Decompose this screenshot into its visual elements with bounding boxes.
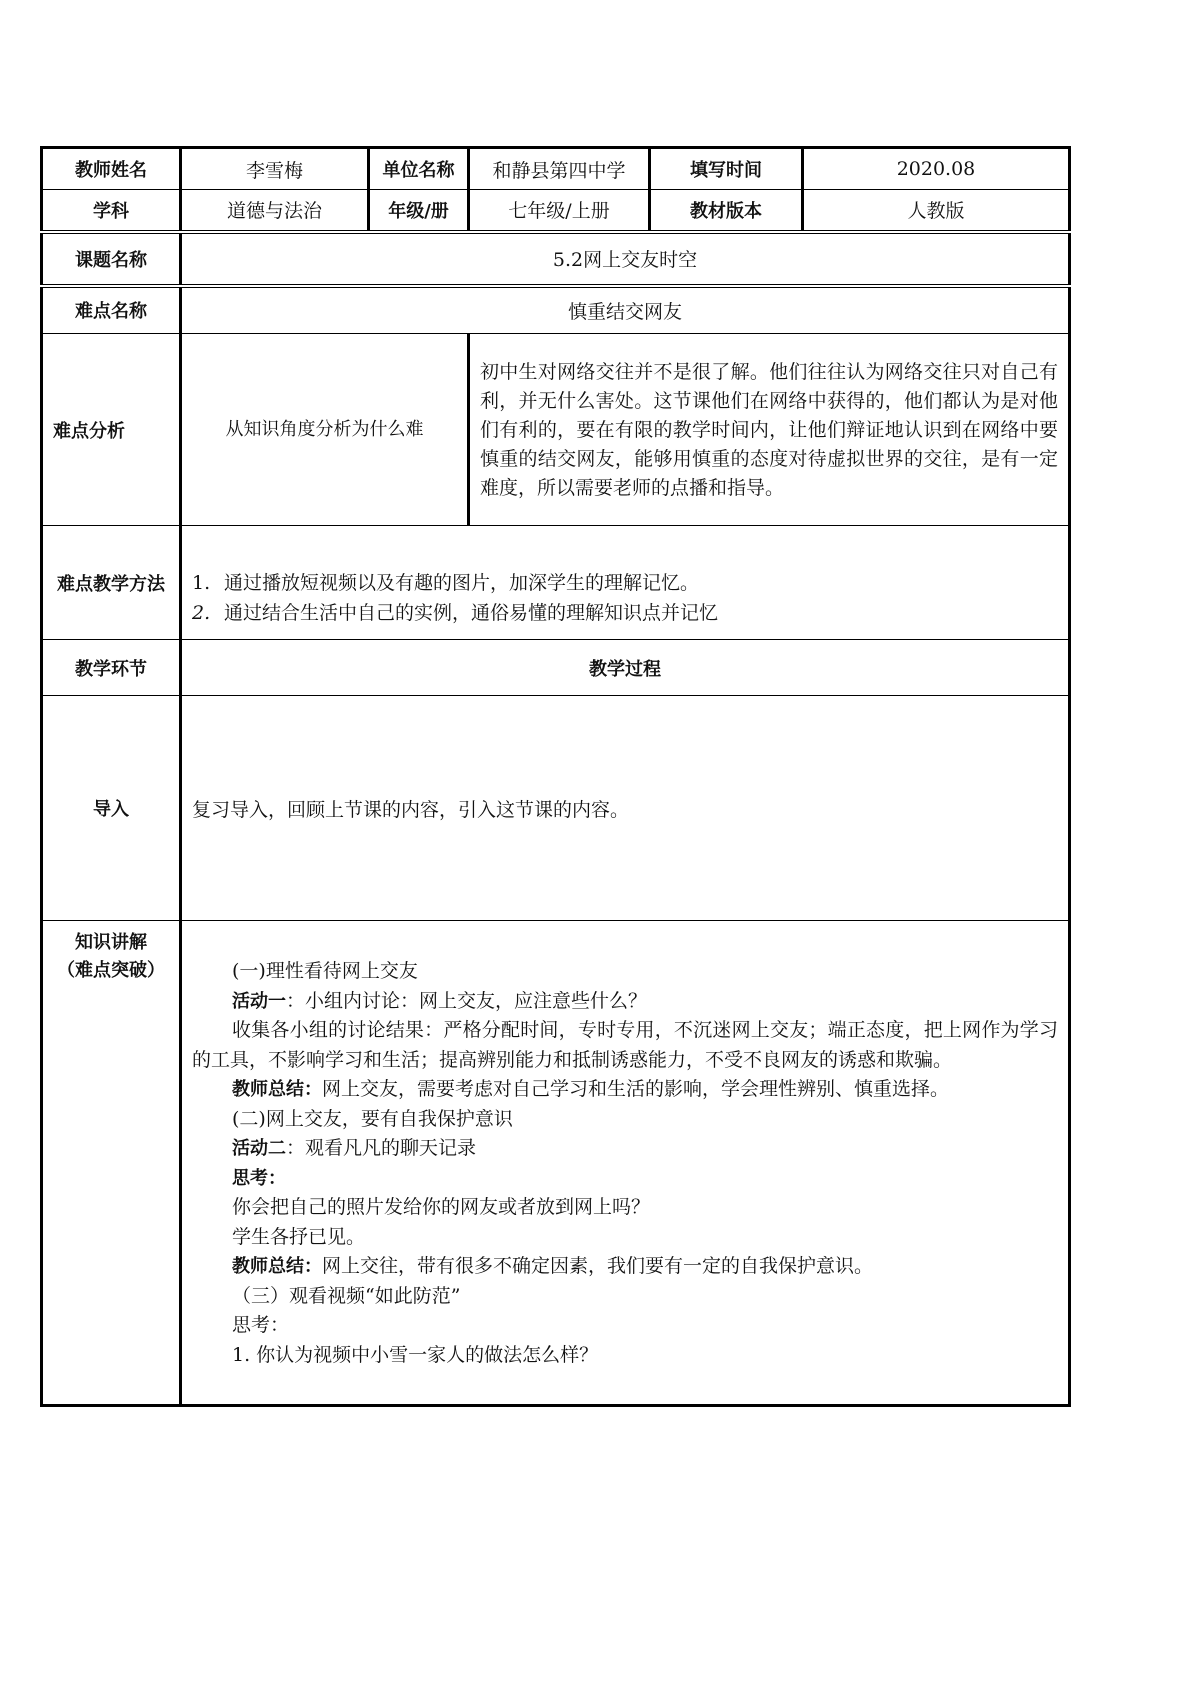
date-value: 2020.08 xyxy=(803,148,1070,190)
knowledge-line xyxy=(192,987,1058,1017)
method-item-2 xyxy=(182,598,1068,628)
intro-text: 复习导入，回顾上节课的内容，引入这节课的内容。 xyxy=(192,798,630,821)
difficulty-row xyxy=(42,286,1070,334)
method-item-text: 通过播放短视频以及有趣的图片，加深学生的理解记忆。 xyxy=(224,572,700,594)
lesson-plan-sheet xyxy=(40,146,1068,1407)
method-item-text: 通过结合生活中自己的实例，通俗易懂的理解知识点并记忆 xyxy=(224,602,719,624)
knowledge-line xyxy=(192,1193,1058,1223)
knowledge-line-text: 网上交往，带有很多不确定因素，我们要有一定的自我保护意识。 xyxy=(322,1255,874,1277)
unit-value: 和静县第四中学 xyxy=(469,148,650,190)
knowledge-line-bold: 教师总结： xyxy=(232,1256,322,1277)
knowledge-label-line1: 知识讲解 xyxy=(75,932,147,953)
topic-value: 5.2网上交友时空 xyxy=(181,232,1070,286)
analysis-label: 难点分析 xyxy=(42,334,181,526)
knowledge-line-bold: 活动一 xyxy=(232,990,286,1012)
method-item-number: 1. xyxy=(192,572,211,594)
analysis-text-cell xyxy=(469,334,1070,526)
knowledge-line-text: （三）观看视频“如此防范” xyxy=(232,1284,461,1307)
knowledge-line xyxy=(192,1282,1058,1312)
knowledge-line xyxy=(192,1223,1058,1253)
process-label: 教学过程 xyxy=(181,640,1070,696)
analysis-row xyxy=(42,334,1070,526)
lesson-plan-table xyxy=(40,146,1071,1407)
process-header-row xyxy=(42,640,1070,696)
knowledge-label-cell xyxy=(42,921,181,1406)
knowledge-line-text: ：小组内讨论：网上交友，应注意些什么？ xyxy=(286,989,648,1012)
knowledge-line-text: (一)理性看待网上交友 xyxy=(232,960,418,982)
stage-label: 教学环节 xyxy=(42,640,181,696)
date-label: 填写时间 xyxy=(650,148,803,190)
knowledge-line xyxy=(192,1311,1058,1341)
teacher-name-label: 教师姓名 xyxy=(42,148,181,190)
analysis-text: 初中生对网络交往并不是很了解。他们往往认为网络交往只对自己有利，并无什么害处。这节课他们在网络中获得的，他们都认为是对他们有利的，要在有限的教学时间内，让他们辩证地认识到在网络中要慎重的结交网友，能够用慎重的态度对待虚拟世界的交往，是有一定难度，所以需要老师的点播和指导。 xyxy=(480,361,1058,499)
knowledge-line-text: 收集各小组的讨论结果：严格分配时间，专时专用，不沉迷网上交友；端正态度，把上网作为学习的工具，不影响学习和生活；提高辨别能力和抵制诱惑能力，不受不良网友的诱惑和欺骗。 xyxy=(192,1019,1058,1071)
knowledge-line-text: 1. 你认为视频中小雪一家人的做法怎么样？ xyxy=(232,1343,599,1366)
subject-label: 学科 xyxy=(42,190,181,232)
intro-row xyxy=(42,696,1070,921)
method-item-number: 2. xyxy=(192,602,211,624)
knowledge-line-text: 网上交友，需要考虑对自己学习和生活的影响，学会理性辨别、慎重选择。 xyxy=(322,1078,950,1100)
header-row-2 xyxy=(42,190,1070,232)
intro-label: 导入 xyxy=(42,696,181,921)
knowledge-line xyxy=(192,1341,1058,1371)
knowledge-line-bold: 活动二 xyxy=(232,1138,286,1159)
knowledge-line-text: 学生各抒已见。 xyxy=(232,1225,366,1248)
method-row xyxy=(42,526,1070,640)
edition-label: 教材版本 xyxy=(650,190,803,232)
knowledge-line-text: 思考： xyxy=(232,1314,290,1336)
knowledge-line xyxy=(192,1075,1058,1105)
subject-value: 道德与法治 xyxy=(181,190,369,232)
unit-label: 单位名称 xyxy=(369,148,469,190)
method-label: 难点教学方法 xyxy=(42,526,181,640)
analysis-angle: 从知识角度分析为什么难 xyxy=(225,419,424,440)
knowledge-line xyxy=(192,1252,1058,1282)
analysis-angle-cell xyxy=(181,334,469,526)
grade-value: 七年级/上册 xyxy=(469,190,650,232)
knowledge-lines xyxy=(192,957,1058,1370)
edition-value: 人教版 xyxy=(803,190,1070,232)
knowledge-row xyxy=(42,921,1070,1406)
knowledge-line xyxy=(192,1164,1058,1194)
header-row-1 xyxy=(42,148,1070,190)
grade-label: 年级/册 xyxy=(369,190,469,232)
intro-cell xyxy=(181,696,1070,921)
knowledge-label-line2: （难点突破） xyxy=(57,960,165,981)
knowledge-line xyxy=(192,957,1058,987)
knowledge-line-bold: 思考： xyxy=(232,1167,286,1189)
method-cell xyxy=(181,526,1070,640)
knowledge-line xyxy=(192,1134,1058,1164)
teacher-name-value: 李雪梅 xyxy=(181,148,369,190)
knowledge-line xyxy=(192,1105,1058,1135)
knowledge-line-text: (二)网上交友，要有自我保护意识 xyxy=(232,1107,513,1130)
knowledge-line-text: 你会把自己的照片发给你的网友或者放到网上吗？ xyxy=(232,1196,651,1218)
difficulty-label: 难点名称 xyxy=(42,286,181,334)
topic-row xyxy=(42,232,1070,286)
knowledge-line-text: ：观看凡凡的聊天记录 xyxy=(286,1137,477,1159)
knowledge-line-bold: 教师总结： xyxy=(232,1079,322,1100)
topic-label: 课题名称 xyxy=(42,232,181,286)
difficulty-value: 慎重结交网友 xyxy=(181,286,1070,334)
knowledge-line xyxy=(192,1016,1058,1075)
method-item-1 xyxy=(182,568,1068,598)
knowledge-cell xyxy=(181,921,1070,1406)
